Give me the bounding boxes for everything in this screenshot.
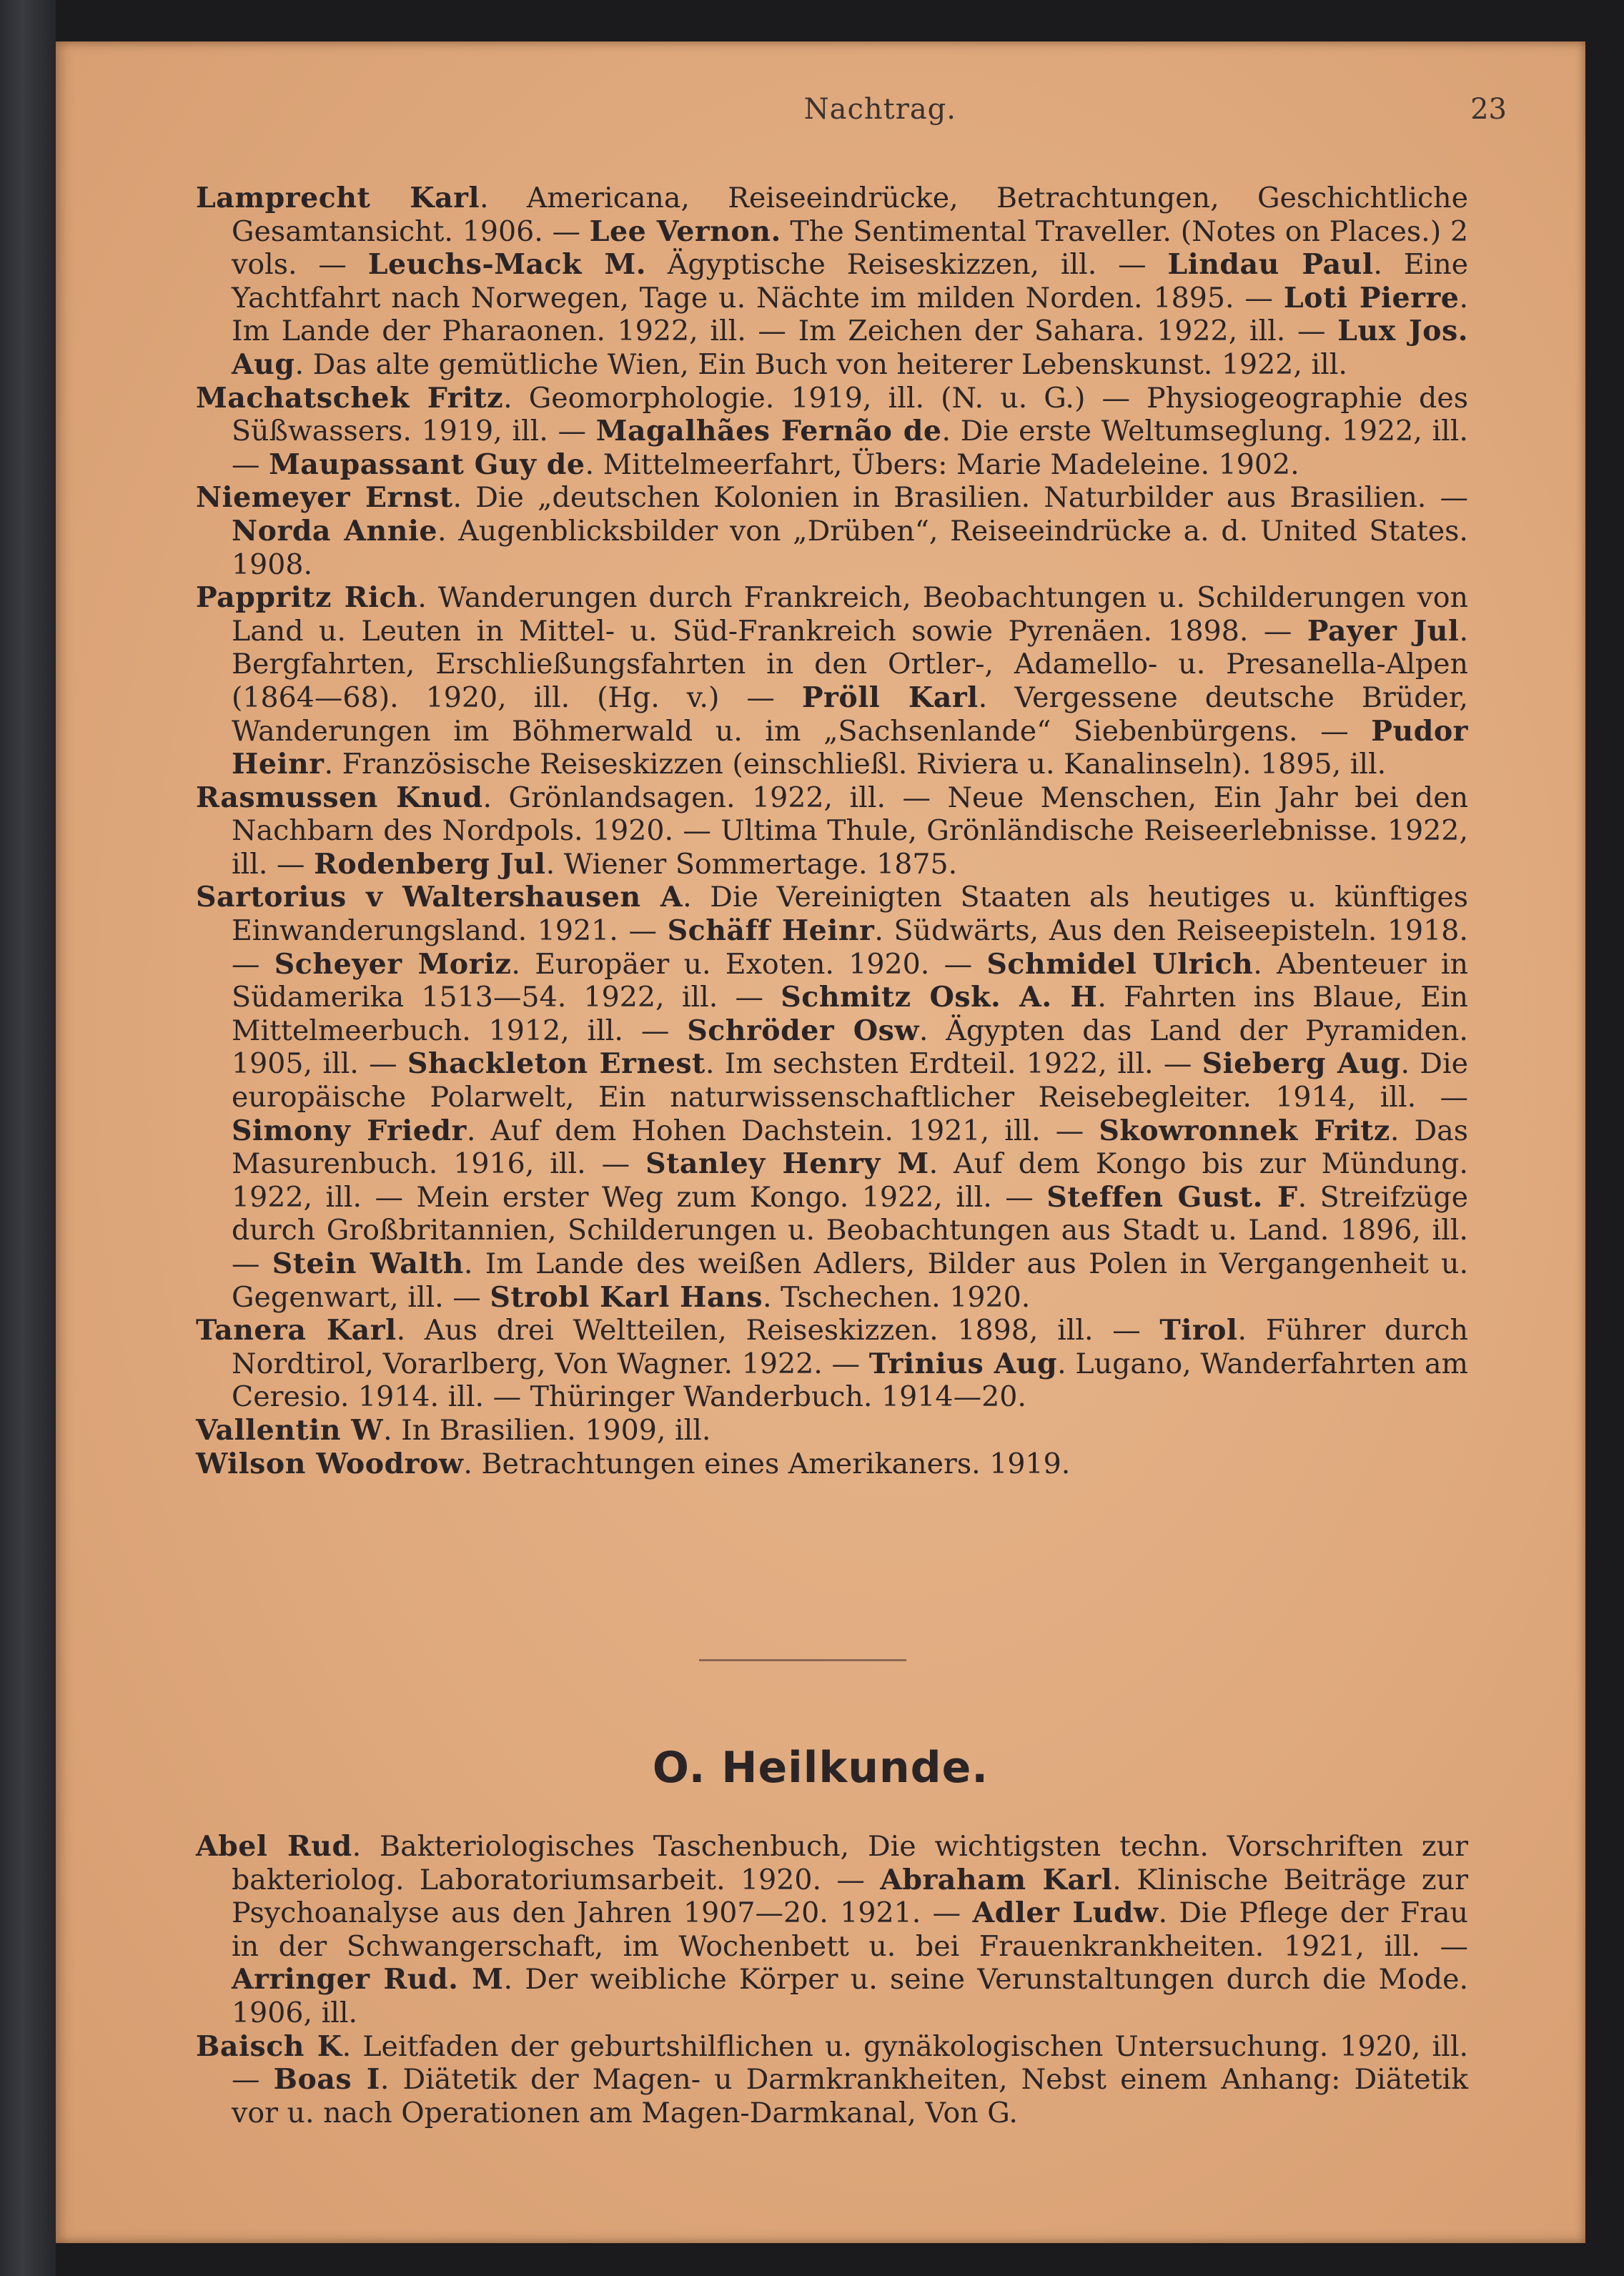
entry-text: . Betrachtungen eines Amerikaners. 1919. bbox=[463, 1447, 1071, 1480]
author-name: Arringer Rud. M bbox=[232, 1963, 504, 1997]
entry-text: . Das alte gemütliche Wien, Ein Buch von heiterer Lebenskunst. 1922, ill. bbox=[294, 347, 1347, 381]
author-name: Niemeyer Ernst bbox=[196, 481, 453, 515]
entry-text: . Die europäische Polarwelt, Ein naturwissenschaftlicher Reisebegleiter. 1914, ill. — bbox=[232, 1047, 1468, 1114]
author-name: Loti Pierre bbox=[1283, 281, 1460, 315]
author-name: Wilson Woodrow bbox=[196, 1447, 464, 1480]
author-name: Skowronnek Fritz bbox=[1099, 1114, 1390, 1147]
page-number: 23 bbox=[1470, 93, 1507, 126]
entry-text: Ägyptische Reiseskizzen, ill. — bbox=[645, 248, 1168, 282]
author-name: Schmitz Osk. A. H bbox=[781, 981, 1098, 1014]
entry-text: . Europäer u. Exoten. 1920. — bbox=[511, 947, 987, 981]
author-name: Magalhães Fernão de bbox=[595, 415, 942, 448]
author-name: Norda Annie bbox=[232, 514, 438, 548]
entry-text: . Eine Yachtfahrt nach Norwegen, Tage u. Nächte im milden Norden. 1895. — bbox=[232, 248, 1469, 315]
author-name: Trinius Aug bbox=[868, 1347, 1058, 1380]
author-name: Tirol bbox=[1159, 1314, 1238, 1347]
author-name: Pappritz Rich bbox=[196, 581, 418, 615]
entry-text: . Im Lande des weißen Adlers, Bilder aus Polen in Vergangenheit u. Gegenwart, ill. — bbox=[232, 1247, 1469, 1314]
entry-text: The Sentimental Traveller. (Notes on Places.) 2 vols. — bbox=[232, 214, 1468, 282]
entry-text: . Führer durch Nordtirol, Vorarlberg, Von Wagner. 1922. — bbox=[232, 1314, 1468, 1380]
section-title: O. Heilkunde. bbox=[652, 1743, 989, 1793]
entry-text: . Grönlandsagen. 1922, ill. — Neue Menschen, Ein Jahr bei den Nachbarn des Nordpols. 1920. — Ultima Thule, Grönländische Reiseerlebnisse. 1922, ill. — bbox=[232, 781, 1469, 881]
author-name: Simony Friedr bbox=[232, 1114, 467, 1147]
bibliography-entry bbox=[196, 1414, 1468, 1448]
entry-text: . Wanderungen durch Frankreich, Beobachtungen u. Schilderungen von Land u. Leuten in Mittel- u. Süd-Frankreich sowie Pyrenäen. 1898. — bbox=[232, 581, 1468, 648]
entry-text: . Americana, Reiseeindrücke, Betrachtungen, Geschichtliche Gesamtansicht. 1906. — bbox=[232, 182, 1468, 248]
entry-text: . Die erste Weltumseglung. 1922, ill. — bbox=[232, 415, 1468, 481]
author-name: Strobl Karl Hans bbox=[490, 1280, 763, 1314]
author-name: Leuchs-Mack M. bbox=[367, 248, 646, 282]
author-name: Shackleton Ernest bbox=[407, 1047, 705, 1081]
author-name: Steffen Gust. F bbox=[1046, 1180, 1298, 1214]
entry-text: . Die „deutschen Kolonien in Brasilien. Naturbilder aus Brasilien. — bbox=[452, 481, 1468, 515]
entry-text: . In Brasilien. 1909, ill. bbox=[383, 1413, 711, 1447]
author-name: Machatschek Fritz bbox=[196, 381, 504, 415]
entry-text: . Die Pflege der Frau in der Schwangerschaft, im Wochenbett u. bei Frauenkrankheiten. 1921, ill. — bbox=[232, 1896, 1468, 1963]
author-name: Rodenberg Jul bbox=[314, 847, 546, 881]
bibliography-list bbox=[196, 182, 1468, 1480]
author-name: Pröll Karl bbox=[801, 681, 979, 714]
entry-text: . Die Vereinigten Staaten als heutiges u. künftiges Einwanderungsland. 1921. — bbox=[232, 881, 1468, 948]
bibliography-entry bbox=[196, 781, 1468, 881]
author-name: Rasmussen Knud bbox=[196, 781, 483, 814]
entry-text: . Französische Reiseskizzen (einschließl. Riviera u. Kanalinseln). 1895, ill. bbox=[324, 748, 1387, 781]
section-divider bbox=[699, 1659, 906, 1661]
author-name: Abel Rud bbox=[196, 1830, 352, 1863]
author-name: Schröder Osw bbox=[687, 1014, 919, 1047]
entry-text: . Südwärts, Aus den Reiseepisteln. 1918. — bbox=[232, 914, 1468, 981]
author-name: Stein Walth bbox=[272, 1247, 464, 1280]
entry-text: . Im Lande der Pharaonen. 1922, ill. — Im Zeichen der Sahara. 1922, ill. — bbox=[232, 281, 1468, 348]
bibliography-entry bbox=[196, 182, 1468, 382]
author-name: Payer Jul bbox=[1307, 614, 1460, 648]
entry-text: . Leitfaden der geburtshilflichen u. gynäkologischen Untersuchung. 1920, ill. — bbox=[232, 2029, 1469, 2097]
author-name: Pudor Heinr bbox=[232, 714, 1468, 781]
author-name: Lee Vernon. bbox=[589, 214, 781, 248]
entry-text: . Das Masurenbuch. 1916, ill. — bbox=[232, 1114, 1469, 1181]
author-name: Lamprecht Karl bbox=[196, 182, 480, 214]
author-name: Tanera Karl bbox=[196, 1314, 397, 1347]
author-name: Sartorius v Waltershausen A bbox=[196, 881, 683, 914]
entry-text: . Tschechen. 1920. bbox=[763, 1280, 1031, 1314]
author-name: Abraham Karl bbox=[880, 1863, 1113, 1896]
entry-text: . Klinische Beiträge zur Psychoanalyse aus den Jahren 1907—20. 1921. — bbox=[232, 1863, 1468, 1930]
entry-text: . Auf dem Kongo bis zur Mündung. 1922, ill. — Mein erster Weg zum Kongo. 1922, ill. — bbox=[232, 1147, 1468, 1214]
bibliography-entry bbox=[196, 581, 1468, 781]
page-header bbox=[56, 93, 1585, 136]
bibliography-entry bbox=[196, 881, 1468, 1314]
author-name: Stanley Henry M bbox=[645, 1147, 929, 1181]
bibliography-entry bbox=[196, 481, 1468, 581]
entry-text: . Streifzüge durch Großbritannien, Schilderungen u. Beobachtungen aus Stadt u. Land. 1896, ill. — bbox=[232, 1180, 1468, 1280]
entry-text: . Geomorphologie. 1919, ill. (N. u. G.) — Physiogeographie des Süßwassers. 1919, ill. — bbox=[232, 381, 1468, 448]
author-name: Lux Jos. Aug bbox=[232, 315, 1468, 381]
bibliography-entry bbox=[196, 1448, 1468, 1481]
entry-text: . Aus drei Weltteilen, Reiseskizzen. 1898, ill. — bbox=[396, 1314, 1160, 1347]
entry-text: . Bergfahrten, Erschließungsfahrten in den Ortler-, Adamello- u. Presanella-Alpen (1864—68). 1920, ill. (Hg. v.) — bbox=[232, 614, 1468, 714]
author-name: Schäff Heinr bbox=[667, 914, 875, 948]
author-name: Scheyer Moriz bbox=[274, 947, 512, 981]
entry-text: . Im sechsten Erdteil. 1922, ill. — bbox=[705, 1047, 1202, 1081]
bibliography-entry bbox=[196, 382, 1468, 482]
entry-text: . Mittelmeerfahrt, Übers: Marie Madeleine. 1902. bbox=[585, 447, 1299, 481]
author-name: Maupassant Guy de bbox=[269, 447, 585, 481]
entry-text: . Lugano, Wanderfahrten am Ceresio. 1914. ill. — Thüringer Wanderbuch. 1914—20. bbox=[232, 1347, 1468, 1414]
author-name: Boas I bbox=[273, 2063, 380, 2097]
running-head: Nachtrag. bbox=[803, 93, 956, 126]
entry-text: . Augenblicksbilder von „Drüben“, Reiseeindrücke a. d. United States. 1908. bbox=[232, 514, 1468, 581]
entry-text: . Auf dem Hohen Dachstein. 1921, ill. — bbox=[466, 1114, 1099, 1147]
entry-text: . Ägypten das Land der Pyramiden. 1905, ill. — bbox=[232, 1014, 1468, 1081]
author-name: Lindau Paul bbox=[1167, 248, 1374, 282]
bibliography-entry bbox=[196, 1830, 1468, 2030]
bibliography-entry bbox=[196, 2030, 1468, 2130]
book-page bbox=[56, 41, 1585, 2243]
entry-text: . Abenteuer in Südamerika 1513—54. 1922, ill. — bbox=[232, 947, 1468, 1014]
entry-text: . Fahrten ins Blaue, Ein Mittelmeerbuch. 1912, ill. — bbox=[232, 981, 1468, 1047]
book-binding bbox=[0, 0, 56, 2276]
author-name: Adler Ludw bbox=[972, 1896, 1159, 1930]
bibliography-entry bbox=[196, 1314, 1468, 1414]
author-name: Schmidel Ulrich bbox=[986, 947, 1254, 981]
author-name: Baisch K bbox=[196, 2029, 342, 2063]
entry-text: . Diätetik der Magen- u Darmkrankheiten, Nebst einem Anhang: Diätetik vor u. nach Operationen am Magen-Darmkanal, Von G. bbox=[232, 2063, 1469, 2129]
section-bibliography-list bbox=[196, 1830, 1468, 2129]
entry-text: . Bakteriologisches Taschenbuch, Die wichtigsten techn. Vorschriften zur bakteriolog. Laboratoriumsarbeit. 1920. — bbox=[232, 1830, 1468, 1896]
entry-text: . Wiener Sommertage. 1875. bbox=[545, 847, 958, 881]
author-name: Sieberg Aug bbox=[1202, 1047, 1401, 1081]
entry-text: . Der weibliche Körper u. seine Verunstaltungen durch die Mode. 1906, ill. bbox=[232, 1963, 1468, 2029]
entry-text: . Vergessene deutsche Brüder, Wanderungen im Böhmerwald u. im „Sachsenlande“ Siebenbürgens. — bbox=[232, 681, 1468, 748]
author-name: Vallentin W bbox=[196, 1413, 384, 1447]
